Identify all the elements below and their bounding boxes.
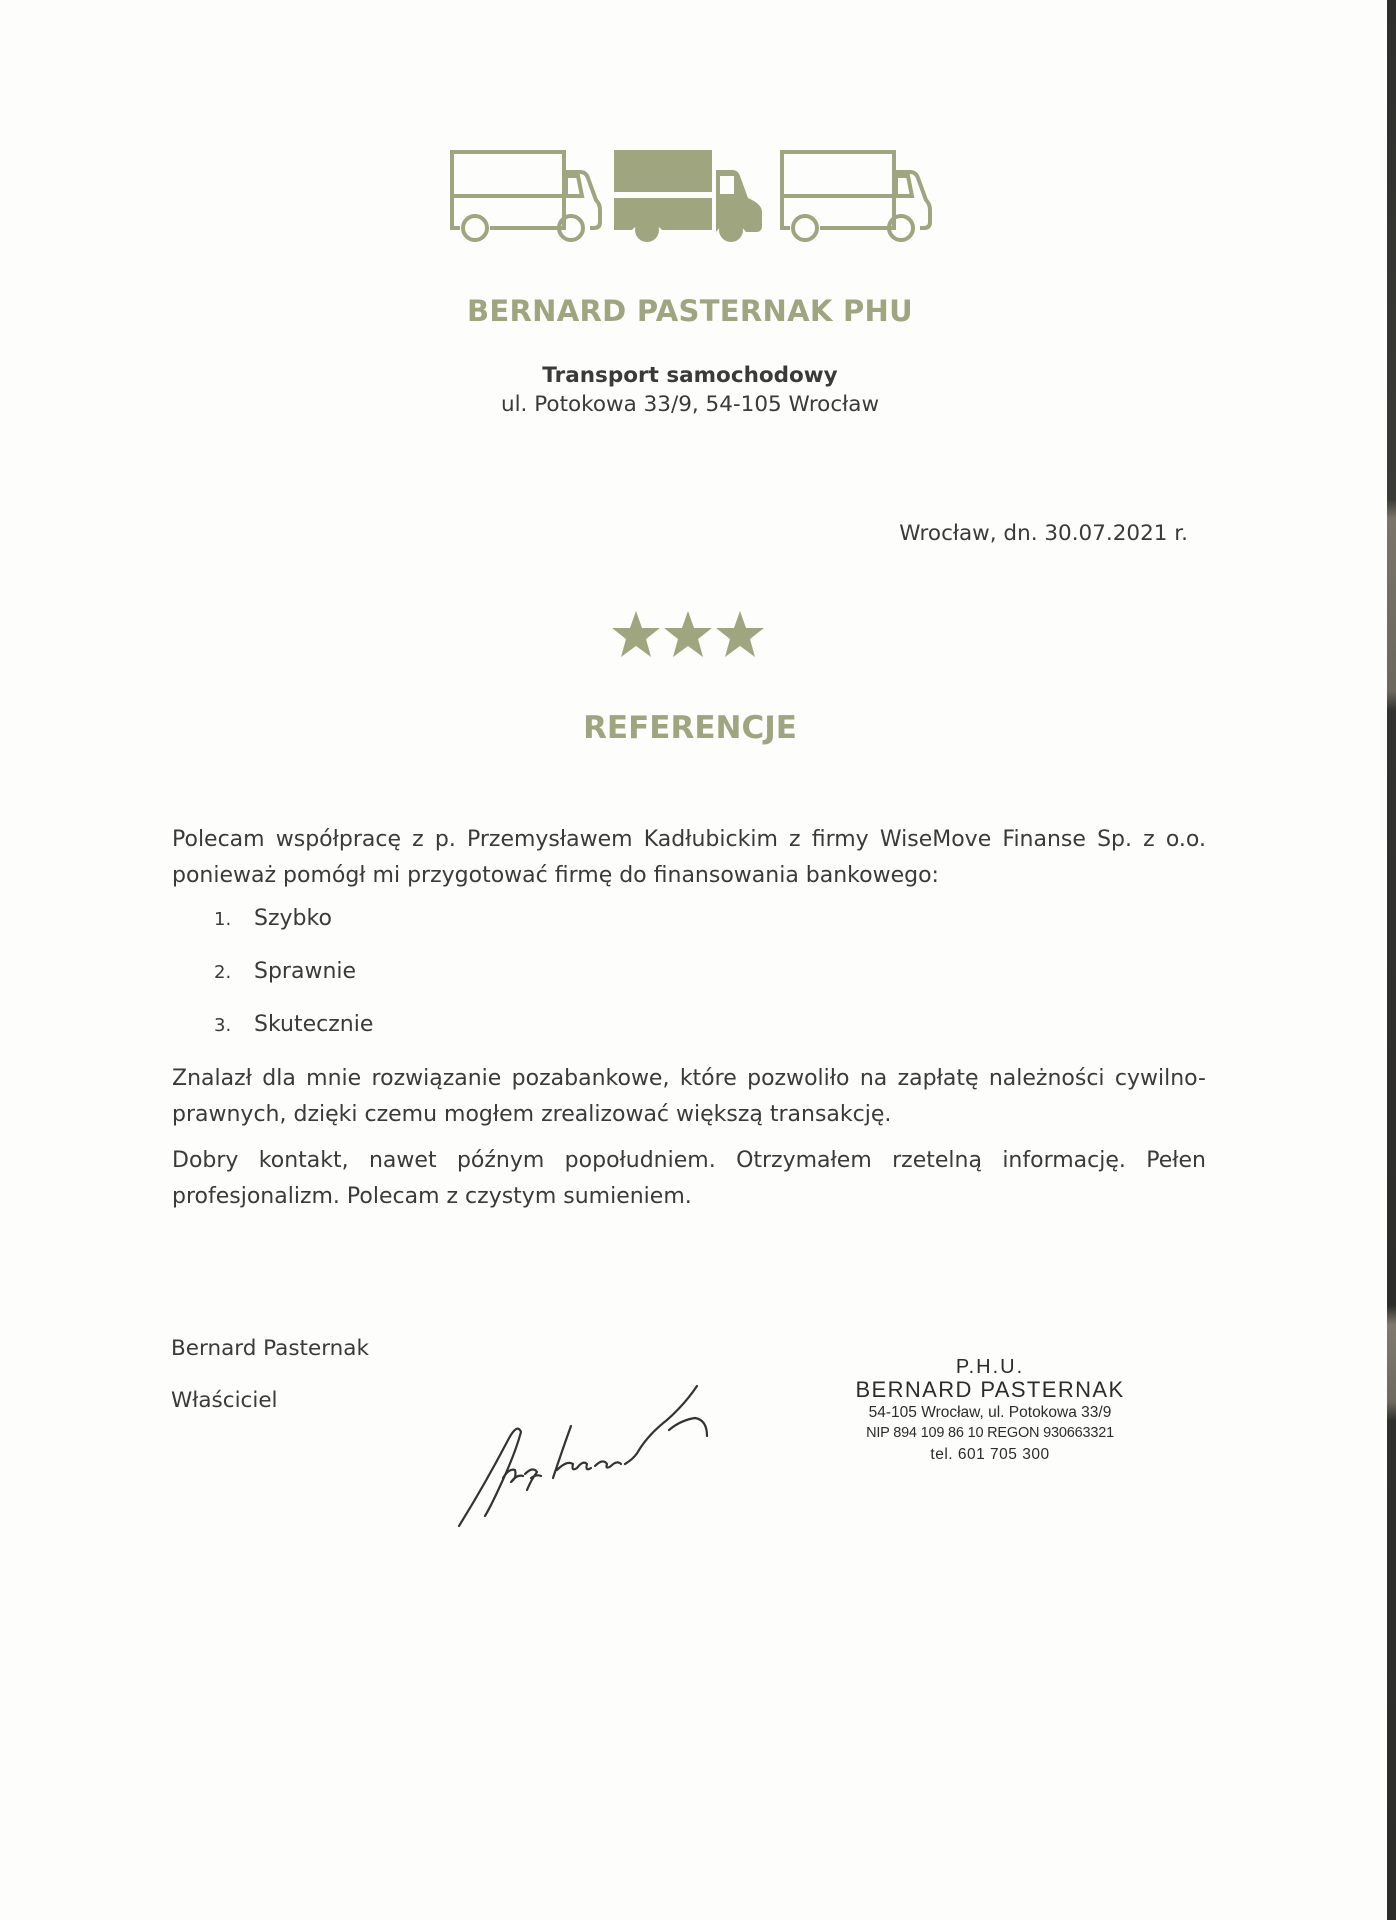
list-text: Sprawnie: [254, 959, 357, 984]
stamp-line: BERNARD PASTERNAK: [855, 1377, 1125, 1402]
list-number: 1.: [214, 909, 232, 930]
three-trucks-icon: [448, 146, 934, 242]
list-item: [214, 1012, 373, 1065]
company-stamp: [820, 1356, 1160, 1465]
qualities-list: [214, 906, 373, 1065]
star-icon: [716, 611, 764, 657]
list-number: 3.: [214, 1015, 232, 1036]
stamp-line: tel. 601 705 300: [930, 1446, 1050, 1463]
list-item: [214, 959, 373, 1012]
handwritten-signature: [445, 1374, 745, 1534]
list-number: 2.: [214, 962, 232, 983]
truck-filled-icon: [614, 150, 762, 242]
truck-outline-icon: [782, 152, 930, 240]
signatory-role: Właściciel: [171, 1388, 278, 1413]
truck-outline-icon: [452, 152, 600, 240]
recommendation-paragraph: Dobry kontakt, nawet późnym popołudniem. Otrzymałem rzetelną informację. Pełen profesjonalizm. Polecam z czystym sumieniem.: [172, 1148, 1206, 1209]
company-name: BERNARD PASTERNAK PHU: [467, 294, 913, 328]
date-line: Wrocław, dn. 30.07.2021 r.: [899, 521, 1188, 546]
stamp-line: P.H.U.: [955, 1356, 1025, 1378]
star-icon: [612, 611, 660, 657]
stamp-line: NIP 894 109 86 10 REGON 930663321: [866, 1425, 1114, 1441]
company-subtitle: Transport samochodowy: [542, 363, 838, 388]
list-text: Szybko: [254, 906, 332, 931]
stars-decoration: [610, 609, 770, 661]
solution-paragraph: Znalazł dla mnie rozwiązanie pozabankowe, które pozwoliło na zapłatę należności cywilno-prawnych, dzięki czemu mogłem zrealizować większą transakcję.: [172, 1066, 1206, 1127]
list-text: Skutecznie: [254, 1012, 374, 1037]
star-icon: [664, 611, 712, 657]
intro-paragraph: Polecam współpracę z p. Przemysławem Kadłubickim z firmy WiseMove Finanse Sp. z o.o. ponieważ pomógł mi przygotować firmę do finansowania bankowego:: [172, 827, 1206, 888]
signatory-name: Bernard Pasternak: [171, 1336, 369, 1361]
scan-edge: [1387, 0, 1396, 1920]
company-address: ul. Potokowa 33/9, 54-105 Wrocław: [500, 392, 880, 417]
stamp-line: 54-105 Wrocław, ul. Potokowa 33/9: [868, 1404, 1112, 1421]
document-title: REFERENCJE: [583, 710, 797, 746]
list-item: [214, 906, 373, 959]
